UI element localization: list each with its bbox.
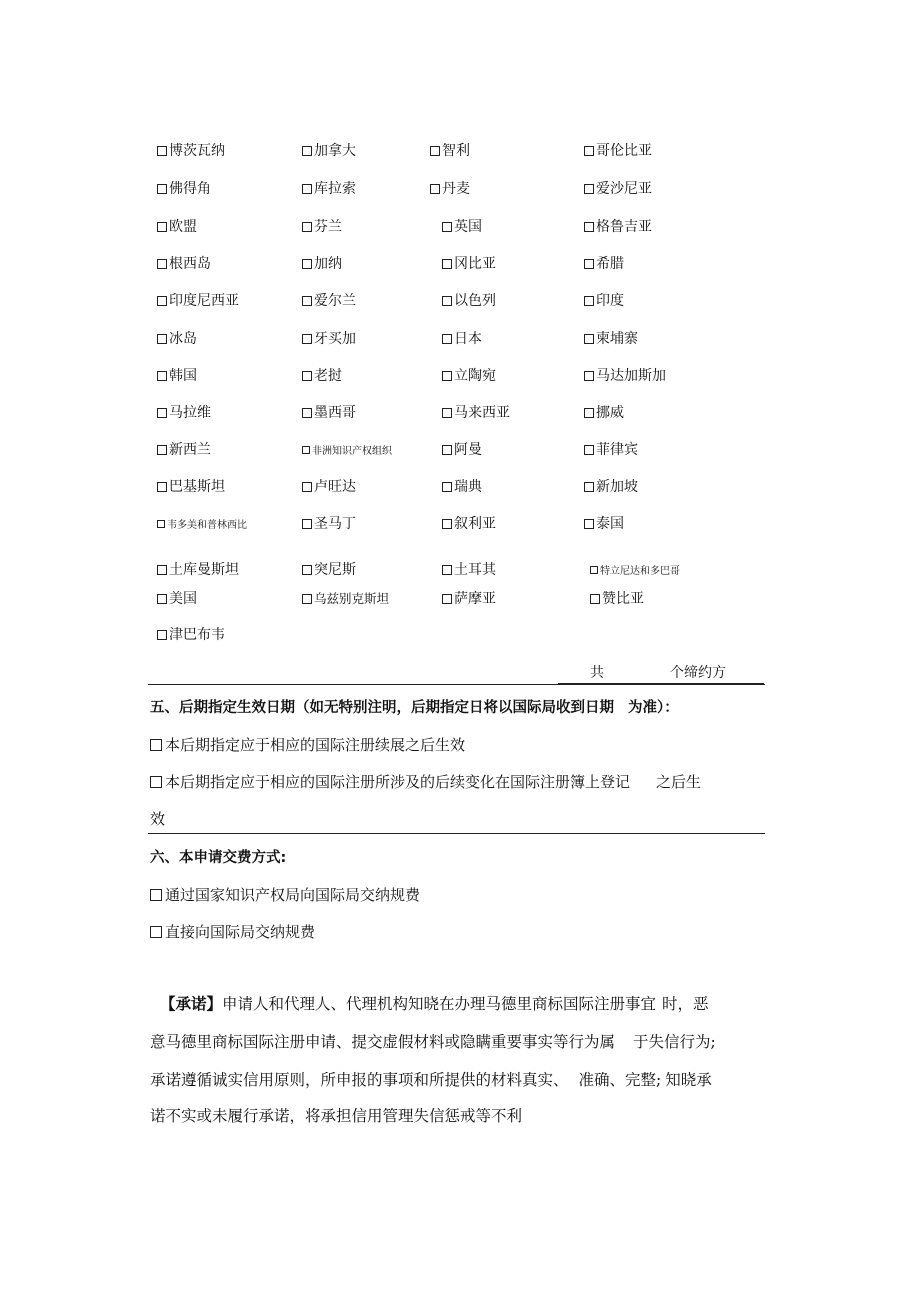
country-option[interactable] bbox=[157, 404, 211, 422]
country-option[interactable] bbox=[302, 590, 389, 608]
section5-option1[interactable] bbox=[150, 735, 465, 755]
country-label: 马达加斯加 bbox=[596, 368, 666, 384]
country-option[interactable] bbox=[157, 517, 247, 535]
country-option[interactable] bbox=[442, 255, 496, 273]
checkbox[interactable] bbox=[442, 296, 452, 306]
section5-option2-label-b: 之后生 bbox=[656, 773, 702, 791]
checkbox[interactable] bbox=[150, 776, 162, 788]
checkbox[interactable] bbox=[442, 565, 452, 575]
country-label: 智利 bbox=[442, 143, 470, 159]
country-option[interactable] bbox=[442, 292, 496, 310]
country-label: 突尼斯 bbox=[314, 562, 356, 578]
country-option[interactable] bbox=[442, 515, 496, 533]
country-option[interactable] bbox=[302, 330, 356, 348]
pledge-line-1 bbox=[160, 994, 709, 1014]
country-option[interactable] bbox=[302, 561, 356, 579]
checkbox[interactable] bbox=[302, 334, 312, 344]
section5-option2-label-a: 本后期指定应于相应的国际注册所涉及的后续变化在国际注册簿上登记 bbox=[165, 773, 631, 791]
country-option[interactable] bbox=[584, 478, 638, 496]
country-label: 特立尼达和多巴哥 bbox=[600, 566, 680, 577]
section5-title-b: 为准）： bbox=[628, 700, 679, 716]
section5-option1-label: 本后期指定应于相应的国际注册续展之后生效 bbox=[165, 736, 466, 754]
pledge-line-4: 诺不实或未履行承诺，将承担信用管理失信惩戒等不利 bbox=[150, 1107, 523, 1125]
checkbox[interactable] bbox=[150, 926, 162, 938]
checkbox[interactable] bbox=[442, 519, 452, 529]
country-option[interactable] bbox=[157, 218, 197, 236]
country-label: 加纳 bbox=[314, 256, 342, 272]
section6-option1[interactable] bbox=[150, 885, 420, 905]
country-option[interactable] bbox=[442, 561, 496, 579]
checkbox[interactable] bbox=[157, 296, 167, 306]
country-label: 加拿大 bbox=[314, 143, 356, 159]
checkbox[interactable] bbox=[584, 296, 594, 306]
country-label: 老挝 bbox=[314, 368, 342, 384]
country-label: 土耳其 bbox=[454, 562, 496, 578]
country-option[interactable] bbox=[302, 142, 356, 160]
pledge-line-3 bbox=[150, 1070, 712, 1090]
country-label: 立陶宛 bbox=[454, 368, 496, 384]
checkbox[interactable] bbox=[584, 482, 594, 492]
checkbox[interactable] bbox=[584, 445, 594, 455]
pledge-line2-b: 于失信行为; bbox=[633, 1033, 716, 1051]
section5-option2-label-c: 效 bbox=[150, 810, 166, 828]
country-label: 爱尔兰 bbox=[314, 293, 356, 309]
country-label: 阿曼 bbox=[454, 442, 482, 458]
checkbox[interactable] bbox=[302, 371, 312, 381]
country-label: 哥伦比亚 bbox=[596, 143, 652, 159]
country-label: 根西岛 bbox=[169, 256, 211, 272]
pledge-line3-a: 承诺遵循诚实信用原则，所申报的事项和所提供的材料真实、 bbox=[150, 1071, 569, 1089]
checkbox[interactable] bbox=[157, 259, 167, 269]
section6-option1-label: 通过国家知识产权局向国际局交纳规费 bbox=[165, 886, 421, 904]
checkbox[interactable] bbox=[302, 146, 312, 156]
country-option[interactable] bbox=[157, 255, 211, 273]
checkbox[interactable] bbox=[157, 371, 167, 381]
country-option[interactable] bbox=[442, 404, 510, 422]
country-label: 巴基斯坦 bbox=[169, 479, 225, 495]
country-option[interactable] bbox=[590, 563, 680, 581]
country-option[interactable] bbox=[302, 180, 356, 198]
country-option[interactable] bbox=[302, 515, 356, 533]
country-option[interactable] bbox=[157, 180, 211, 198]
country-label: 叙利亚 bbox=[454, 516, 496, 532]
country-option[interactable] bbox=[157, 590, 197, 608]
pledge-line-2 bbox=[150, 1032, 716, 1052]
country-label: 土库曼斯坦 bbox=[169, 562, 239, 578]
checkbox[interactable] bbox=[302, 296, 312, 306]
country-label: 牙买加 bbox=[314, 331, 356, 347]
country-label: 马拉维 bbox=[169, 405, 211, 421]
pledge-line3-c: 知晓承 bbox=[665, 1071, 712, 1089]
country-label: 印度尼西亚 bbox=[169, 293, 239, 309]
divider-1 bbox=[148, 684, 765, 685]
checkbox[interactable] bbox=[584, 334, 594, 344]
country-label: 丹麦 bbox=[442, 181, 470, 197]
checkbox[interactable] bbox=[302, 259, 312, 269]
checkbox[interactable] bbox=[442, 371, 452, 381]
country-option[interactable] bbox=[584, 404, 624, 422]
country-option[interactable] bbox=[157, 441, 211, 459]
country-option[interactable] bbox=[584, 142, 652, 160]
country-label: 冈比亚 bbox=[454, 256, 496, 272]
country-label: 赞比亚 bbox=[602, 591, 644, 607]
country-option[interactable] bbox=[442, 367, 496, 385]
country-label: 爱沙尼亚 bbox=[596, 181, 652, 197]
country-label: 芬兰 bbox=[314, 219, 342, 235]
checkbox[interactable] bbox=[302, 482, 312, 492]
checkbox[interactable] bbox=[302, 184, 312, 194]
country-option[interactable] bbox=[157, 626, 225, 644]
checkbox[interactable] bbox=[442, 445, 452, 455]
checkbox[interactable] bbox=[584, 259, 594, 269]
section5-option2[interactable] bbox=[150, 772, 701, 792]
country-label: 马来西亚 bbox=[454, 405, 510, 421]
country-option[interactable] bbox=[442, 478, 482, 496]
country-label: 冰岛 bbox=[169, 331, 197, 347]
checkbox[interactable] bbox=[442, 222, 452, 232]
country-label: 美国 bbox=[169, 591, 197, 607]
country-label: 墨西哥 bbox=[314, 405, 356, 421]
country-option[interactable] bbox=[584, 515, 624, 533]
country-label: 欧盟 bbox=[169, 219, 197, 235]
checkbox[interactable] bbox=[442, 259, 452, 269]
checkbox[interactable] bbox=[157, 408, 167, 418]
country-option[interactable] bbox=[590, 590, 644, 608]
country-option[interactable] bbox=[157, 292, 239, 310]
checkbox[interactable] bbox=[584, 408, 594, 418]
country-option[interactable] bbox=[430, 142, 470, 160]
country-label: 韦多美和普林西比 bbox=[167, 520, 247, 531]
country-option[interactable] bbox=[584, 218, 652, 236]
country-option[interactable] bbox=[584, 441, 638, 459]
checkbox[interactable] bbox=[302, 446, 310, 454]
country-label: 泰国 bbox=[596, 516, 624, 532]
checkbox[interactable] bbox=[157, 594, 167, 604]
checkbox[interactable] bbox=[430, 184, 440, 194]
country-option[interactable] bbox=[442, 441, 482, 459]
country-option[interactable] bbox=[302, 443, 392, 461]
checkbox[interactable] bbox=[157, 334, 167, 344]
country-option[interactable] bbox=[584, 330, 638, 348]
country-label: 圣马丁 bbox=[314, 516, 356, 532]
section5-title-a: 五、后期指定生效日期（如无特别注明，后期指定日将以国际局收到日期 bbox=[150, 700, 614, 716]
country-label: 佛得角 bbox=[169, 181, 211, 197]
checkbox[interactable] bbox=[584, 371, 594, 381]
checkbox[interactable] bbox=[584, 146, 594, 156]
country-option[interactable] bbox=[157, 142, 225, 160]
country-label: 博茨瓦纳 bbox=[169, 143, 225, 159]
country-label: 津巴布韦 bbox=[169, 627, 225, 643]
checkbox[interactable] bbox=[442, 408, 452, 418]
country-label: 格鲁吉亚 bbox=[596, 219, 652, 235]
checkbox[interactable] bbox=[157, 520, 165, 528]
section6-option2-label: 直接向国际局交纳规费 bbox=[165, 923, 316, 941]
section6-title: 六、本申请交费方式: bbox=[150, 850, 287, 866]
country-option[interactable] bbox=[302, 218, 342, 236]
country-option[interactable] bbox=[157, 330, 197, 348]
country-label: 英国 bbox=[454, 219, 482, 235]
pledge-line1-a: 申请人和代理人、代理机构知晓在办理马德里商标国际注册事宜 bbox=[222, 995, 657, 1013]
country-label: 萨摩亚 bbox=[454, 591, 496, 607]
country-label: 日本 bbox=[454, 331, 482, 347]
checkbox[interactable] bbox=[302, 408, 312, 418]
total-prefix: 共 bbox=[590, 665, 604, 681]
checkbox[interactable] bbox=[157, 630, 167, 640]
divider-2 bbox=[148, 833, 765, 834]
checkbox[interactable] bbox=[442, 482, 452, 492]
total-suffix: 个缔约方 bbox=[670, 665, 726, 681]
country-label: 菲律宾 bbox=[596, 442, 638, 458]
country-label: 希腊 bbox=[596, 256, 624, 272]
country-option[interactable] bbox=[584, 180, 652, 198]
country-option[interactable] bbox=[430, 180, 470, 198]
pledge-label: 【承诺】 bbox=[160, 995, 223, 1013]
country-label: 非洲知识产权组织 bbox=[312, 446, 392, 457]
country-option[interactable] bbox=[157, 367, 197, 385]
checkbox[interactable] bbox=[302, 594, 312, 604]
country-option[interactable] bbox=[157, 478, 225, 496]
pledge-line3-b: 准确、完整; bbox=[578, 1071, 662, 1089]
country-label: 新西兰 bbox=[169, 442, 211, 458]
country-option[interactable] bbox=[302, 255, 342, 273]
country-label: 乌兹别克斯坦 bbox=[314, 591, 390, 606]
pledge-line2-a: 意马德里商标国际注册申请、提交虚假材料或隐瞒重要事实等行为属 bbox=[150, 1033, 616, 1051]
country-label: 新加坡 bbox=[596, 479, 638, 495]
checkbox[interactable] bbox=[157, 445, 167, 455]
pledge-line1-b: 时，恶 bbox=[662, 995, 709, 1013]
country-option[interactable] bbox=[302, 292, 356, 310]
country-option[interactable] bbox=[302, 478, 356, 496]
checkbox[interactable] bbox=[584, 519, 594, 529]
country-option[interactable] bbox=[584, 255, 624, 273]
country-label: 挪威 bbox=[596, 405, 624, 421]
country-label: 以色列 bbox=[454, 293, 496, 309]
checkbox[interactable] bbox=[584, 184, 594, 194]
section5-option2-cont bbox=[150, 809, 165, 829]
country-option[interactable] bbox=[302, 367, 342, 385]
checkbox[interactable] bbox=[302, 519, 312, 529]
country-label: 柬埔寨 bbox=[596, 331, 638, 347]
checkbox[interactable] bbox=[157, 146, 167, 156]
checkbox[interactable] bbox=[590, 566, 598, 574]
country-option[interactable] bbox=[302, 404, 356, 422]
checkbox[interactable] bbox=[302, 565, 312, 575]
checkbox[interactable] bbox=[302, 222, 312, 232]
checkbox[interactable] bbox=[150, 739, 162, 751]
checkbox[interactable] bbox=[157, 184, 167, 194]
country-label: 印度 bbox=[596, 293, 624, 309]
country-option[interactable] bbox=[157, 561, 239, 579]
checkbox[interactable] bbox=[442, 334, 452, 344]
country-option[interactable] bbox=[442, 218, 482, 236]
checkbox[interactable] bbox=[442, 594, 452, 604]
country-option[interactable] bbox=[584, 292, 624, 310]
checkbox[interactable] bbox=[157, 565, 167, 575]
checkbox[interactable] bbox=[430, 146, 440, 156]
checkbox[interactable] bbox=[157, 222, 167, 232]
country-option[interactable] bbox=[584, 367, 666, 385]
checkbox[interactable] bbox=[150, 889, 162, 901]
section6-option2[interactable] bbox=[150, 922, 315, 942]
country-option[interactable] bbox=[442, 330, 482, 348]
checkbox[interactable] bbox=[157, 482, 167, 492]
country-label: 韩国 bbox=[169, 368, 197, 384]
country-label: 瑞典 bbox=[454, 479, 482, 495]
checkbox[interactable] bbox=[584, 222, 594, 232]
checkbox[interactable] bbox=[590, 594, 600, 604]
country-label: 卢旺达 bbox=[314, 479, 356, 495]
country-option[interactable] bbox=[442, 590, 496, 608]
section5-title bbox=[150, 698, 679, 718]
country-label: 库拉索 bbox=[314, 181, 356, 197]
